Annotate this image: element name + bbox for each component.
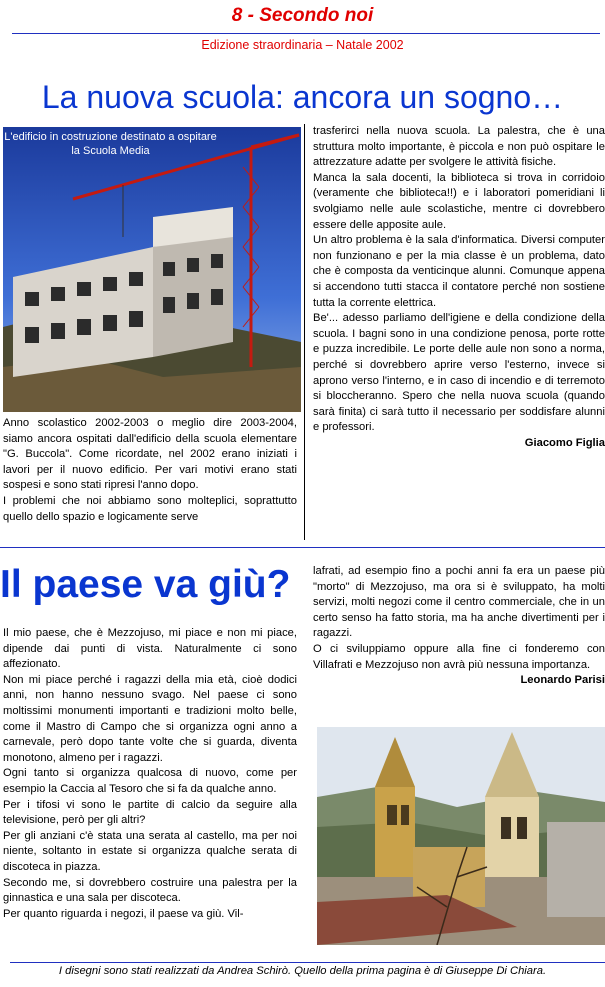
article-author: Giacomo Figlia [524, 436, 605, 449]
paragraph: Un altro problema è la sala d'informatica. Diversi computer non funzionano e per la mia classe è un problema, dato che è composta da venticinque alunni. Comunque appena si accendono tutti stacca il contatore perché non sostiene tutta la corrente elettrica. [313, 234, 605, 309]
footer-divider [10, 962, 605, 963]
paragraph: Per gli anziani c'è stata una serata al castello, ma per noi niente, soltanto in estate si organizza qualche serata di discoteca in piazza. [3, 829, 297, 873]
paragraph: lafrati, ad esempio fino a pochi anni fa era un paese più "morto" di Mezzojuso, ma ora si è sviluppato, ha molti servizi, molti negozi come il centro commerciale, che in un certo senso ha fatto storia, ma ha anche divertimenti per i ragazzi. [313, 565, 605, 640]
article-town-column-left [3, 626, 297, 922]
paragraph: Anno scolastico 2002-2003 o meglio dire 2003-2004, siamo ancora ospitati dall'edificio della scuola elementare "G. Buccola". Come ricordate, nel 2002 erano iniziati i lavori per il nuovo edificio. Per vari motivi erano stati sospesi e sono stati ripresi l'anno dopo. [3, 417, 297, 492]
paragraph: O ci sviluppiamo oppure alla fine ci fonderemo con Villafrati e Mezzojuso non avrà più nessuna importanza. [313, 642, 605, 671]
edition-subtitle: Edizione straordinaria – Natale 2002 [201, 38, 404, 52]
article-headline-town: Il paese va giù? [0, 563, 291, 606]
paragraph: trasferirci nella nuova scuola. La palestra, che è una struttura molto importante, è piccola e non può ospitare le attrezzature adatte per svolgere le attività fisiche. [313, 125, 605, 169]
paragraph: Be'... adesso parliamo dell'igiene e della condizione della scuola. I bagni sono in una condizione penosa, porte rotte e puzza incredibile. Le porte delle aule non sono a norma, perché si dovrebbero aprire verso l'esterno, invece si aprono verso l'interno, e in caso di incendio e di terremoto si bloccheranno. Spero che nella nuova scuola (quando sarà finita) ci sarà tutto il necessario per soddisfare alunni e professori. [313, 312, 605, 434]
column-divider [304, 124, 305, 540]
paragraph: Il mio paese, che è Mezzojuso, mi piace e non mi piace, dipende dai punti di vista. Naturalmente ci sono affezionato. [3, 627, 297, 671]
article-school-column-left [3, 416, 297, 525]
town-photo [317, 727, 605, 945]
building-crane-image [3, 127, 301, 412]
article-school-column-right [313, 124, 605, 451]
photo-caption: L'edificio in costruzione destinato a ospitare la Scuola Media [4, 131, 217, 157]
paragraph: Per quanto riguarda i negozi, il paese va giù. Vil- [3, 907, 244, 920]
article-town-column-right [313, 564, 605, 689]
paragraph: Secondo me, si dovrebbero costruire una palestra per la ginnastica e una sala per discoteca. [3, 876, 297, 905]
page-title: 8 - Secondo noi [231, 5, 374, 26]
section-divider [0, 547, 605, 548]
article-headline-school: La nuova scuola: ancora un sogno… [41, 79, 564, 115]
paragraph: Non mi piace perché i ragazzi della mia età, cioè dodici anni, non hanno nessuno svago. Nel paese ci sono moltissimi monumenti importanti e tradizioni molto belle, come il Mastro di Campo che si organizza ogni anno a carnevale, però dopo tante volte che si guarda, diventa monotono, almeno per i ragazzi. [3, 673, 297, 764]
paragraph: I problemi che noi abbiamo sono molteplici, soprattutto quello dello spazio e logicamente serve [3, 494, 297, 523]
church-towers-image [317, 727, 605, 945]
paragraph: Manca la sala docenti, la biblioteca si trova in corridoio (veramente che biblioteca!!) e i laboratori pomeridiani li svolgiamo nelle aule scolastiche, mentre ci dovrebbero essere delle apposite aule. [313, 171, 605, 231]
paragraph: Ogni tanto si organizza qualcosa di nuovo, come per esempio la Caccia al Tesoro che si fa da qualche anno. [3, 767, 297, 795]
article-author: Leonardo Parisi [520, 674, 605, 687]
header-divider [12, 33, 600, 34]
credits-note: I disegni sono stati realizzati da Andrea Schirò. Quello della prima pagina è di Giuseppe Di Chiara. [58, 965, 547, 977]
paragraph: Per i tifosi vi sono le partite di calcio da seguire alla televisione, però per gli altri? [3, 798, 297, 827]
construction-photo [3, 127, 301, 412]
